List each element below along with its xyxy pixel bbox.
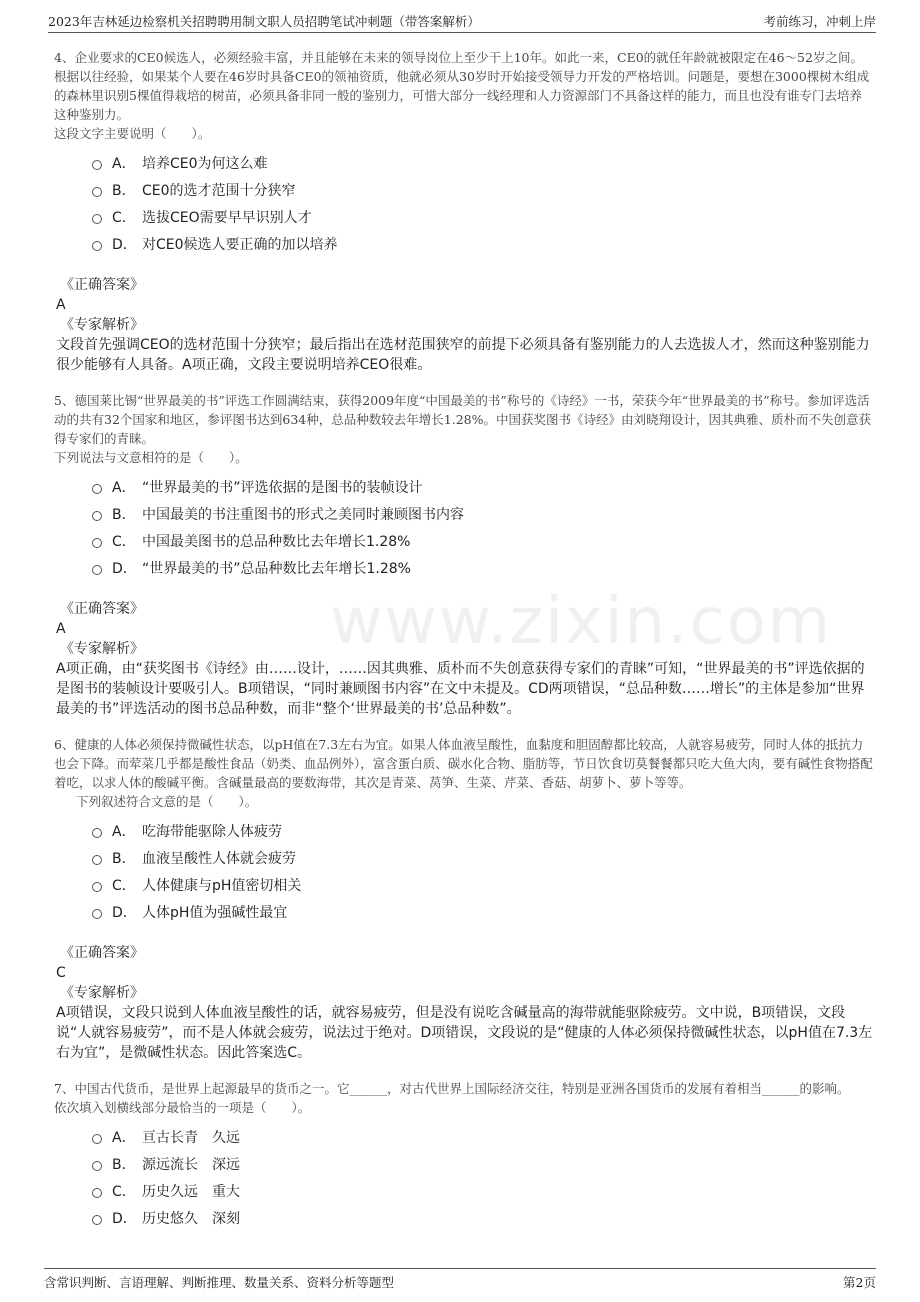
option-text: “世界最美的书”总品种数比去年增长1.28% [142, 560, 411, 577]
option-letter: C． [112, 1183, 136, 1200]
option-letter: A． [112, 479, 136, 496]
analysis-text: A项正确，由“获奖图书《诗经》由……设计，……因其典雅、质朴而不失创意获得专家们的青睐”可知，“世界最美的书”评选依据的是图书的装帧设计要吸引人。B项错误，“同时兼顾图书内容”在文中未提及。CD两项错误，“总品种数……增长”的主体是参加“世界最美的书”评选活动的图书总品种数，而非“整个‘世界最美的书’总品种数”。 [56, 661, 865, 717]
question-stem: 4、企业要求的CE0候选人，必须经验丰富，并且能够在未来的领导岗位上至少干上10年。如此一来，CE0的就任年龄就被限定在46～52岁之间。根据以往经验，如果某个人要在46岁时具备CE0的领袖资质，他就必须从30岁时开始接受领导力开发的严格培训。问题是，要想在3000棵树木组成的森林里识别5棵值得栽培的树苗，必须具备非同一般的鉴别力，可惜大部分一线经理和人力资源部门不具备这样的能力，而且也没有谁专门去培养这种鉴别力。 [54, 50, 870, 122]
header-slogan: 考前练习，冲刺上岸 [763, 14, 876, 29]
option-text: 历史久远 重大 [142, 1183, 240, 1200]
question-stem: 7、中国古代货币，是世界上起源最早的货币之一。它______，对古代世界上国际经济交往，特别是亚洲各国货币的发展有着相当______的影响。 [54, 1081, 850, 1096]
option-d[interactable] [92, 898, 874, 925]
page-number: 第2页 [843, 1275, 876, 1290]
question-prompt: 依次填入划横线部分最恰当的一项是（ ）。 [54, 1100, 311, 1115]
option-a[interactable] [92, 473, 874, 500]
option-a[interactable] [92, 817, 874, 844]
option-a[interactable] [92, 1123, 874, 1150]
question-6 [54, 735, 874, 1063]
analysis-text: 文段首先强调CEO的选材范围十分狭窄；最后指出在选材范围狭窄的前提下必须具备有鉴别能力的人去选拔人才，然而这种鉴别能力很少能够有人具备。A项正确，文段主要说明培养CEO很难。 [56, 337, 870, 373]
radio-icon[interactable] [92, 538, 102, 548]
radio-icon[interactable] [92, 828, 102, 838]
answer-block [56, 943, 874, 1063]
option-text: 选拔CEO需要早早识别人才 [142, 209, 312, 226]
question-4 [54, 48, 874, 375]
option-text: 历史悠久 深刻 [142, 1210, 240, 1227]
radio-icon[interactable] [92, 160, 102, 170]
option-b[interactable] [92, 844, 874, 871]
option-list [92, 473, 874, 581]
radio-icon[interactable] [92, 1215, 102, 1225]
option-letter: A． [112, 155, 136, 172]
option-a[interactable] [92, 149, 874, 176]
answer-title: 《正确答案》 [60, 601, 144, 617]
question-prompt: 下列说法与文意相符的是（ ）。 [54, 450, 248, 465]
correct-answer: C [56, 965, 66, 981]
analysis-title: 《专家解析》 [60, 985, 144, 1001]
radio-icon[interactable] [92, 187, 102, 197]
radio-icon[interactable] [92, 855, 102, 865]
option-letter: B． [112, 1156, 136, 1173]
option-b[interactable] [92, 500, 874, 527]
option-text: 人体健康与pH值密切相关 [142, 877, 302, 894]
option-letter: D． [112, 904, 137, 921]
question-7 [54, 1079, 874, 1231]
option-d[interactable] [92, 230, 874, 257]
option-c[interactable] [92, 527, 874, 554]
answer-title: 《正确答案》 [60, 945, 144, 961]
option-text: 对CE0候选人要正确的加以培养 [142, 236, 338, 253]
option-b[interactable] [92, 176, 874, 203]
option-text: 培养CE0为何这么难 [142, 155, 268, 172]
radio-icon[interactable] [92, 565, 102, 575]
option-text: 人体pH值为强碱性最宜 [142, 904, 288, 921]
option-letter: A． [112, 1129, 136, 1146]
option-text: 中国最美图书的总品种数比去年增长1.28% [142, 533, 411, 550]
correct-answer: A [56, 621, 66, 637]
option-c[interactable] [92, 203, 874, 230]
option-text: 亘古长青 久远 [142, 1129, 240, 1146]
option-letter: D． [112, 1210, 137, 1227]
option-letter: B． [112, 850, 136, 867]
analysis-text: A项错误，文段只说到人体血液呈酸性的话，就容易疲劳，但是没有说吃含碱量高的海带就能驱除疲劳。文中说，B项错误，文段说“人就容易疲劳”，而不是人体就会疲劳，说法过于绝对。D项错误，文段说的是“健康的人体必须保持微碱性状态，以pH值在7.3左右为宜”，是微碱性状态。因此答案选C。 [56, 1005, 873, 1061]
question-list [54, 48, 874, 1249]
option-letter: C． [112, 209, 136, 226]
option-letter: A． [112, 823, 136, 840]
option-letter: B． [112, 182, 136, 199]
answer-title: 《正确答案》 [60, 277, 144, 293]
option-text: 吃海带能驱除人体疲劳 [142, 823, 282, 840]
option-list [92, 1123, 874, 1231]
option-b[interactable] [92, 1150, 874, 1177]
option-text: “世界最美的书”评选依据的是图书的装帧设计 [142, 479, 423, 496]
option-text: 源远流长 深远 [142, 1156, 240, 1173]
analysis-title: 《专家解析》 [60, 317, 144, 333]
answer-block [56, 275, 874, 375]
radio-icon[interactable] [92, 484, 102, 494]
question-stem: 5、德国莱比锡“世界最美的书”评选工作圆满结束，获得2009年度“中国最美的书”称号的《诗经》一书，荣获今年“世界最美的书”称号。参加评选活动的共有32个国家和地区，参评图书达到634种，总品种数较去年增长1.28%。中国获奖图书《诗经》由刘晓翔设计，因其典雅、质朴而不失创意获得专家们的青睐。 [54, 393, 871, 446]
option-c[interactable] [92, 871, 874, 898]
page-footer [44, 1268, 876, 1293]
watermark: www.zixin.com [330, 585, 833, 659]
option-letter: B． [112, 506, 136, 523]
question-5 [54, 391, 874, 719]
option-d[interactable] [92, 1204, 874, 1231]
page-header [48, 10, 876, 33]
answer-block [56, 599, 874, 719]
radio-icon[interactable] [92, 1161, 102, 1171]
radio-icon[interactable] [92, 1188, 102, 1198]
option-text: CE0的选才范围十分狭窄 [142, 182, 296, 199]
radio-icon[interactable] [92, 241, 102, 251]
question-prompt: 下列叙述符合文意的是（ ）。 [76, 794, 258, 809]
option-letter: D． [112, 236, 137, 253]
option-letter: C． [112, 877, 136, 894]
radio-icon[interactable] [92, 214, 102, 224]
radio-icon[interactable] [92, 511, 102, 521]
footer-note: 含常识判断、言语理解、判断推理、数量关系、资料分析等题型 [44, 1275, 395, 1290]
option-text: 中国最美的书注重图书的形式之美同时兼顾图书内容 [142, 506, 464, 523]
correct-answer: A [56, 297, 66, 313]
question-stem: 6、健康的人体必须保持微碱性状态，以pH值在7.3左右为宜。如果人体血液呈酸性，血黏度和胆固醇都比较高，人就容易疲劳，同时人体的抵抗力也会下降。而荤菜几乎都是酸性食品（奶类、血品例外），富含蛋白质、碳水化合物、脂肪等，节日饮食切莫餐餐都只吃大鱼大肉，要有碱性食物搭配着吃，以求人体的酸碱平衡。含碱量最高的要数海带，其次是青菜、莴笋、生菜、芹菜、香菇、胡萝卜、萝卜等等。 [54, 737, 873, 790]
option-list [92, 817, 874, 925]
option-letter: C． [112, 533, 136, 550]
analysis-title: 《专家解析》 [60, 641, 144, 657]
document-title: 2023年吉林延边检察机关招聘聘用制文职人员招聘笔试冲刺题（带答案解析） [48, 14, 480, 29]
option-text: 血液呈酸性人体就会疲劳 [142, 850, 296, 867]
radio-icon[interactable] [92, 882, 102, 892]
radio-icon[interactable] [92, 1134, 102, 1144]
radio-icon[interactable] [92, 909, 102, 919]
option-d[interactable] [92, 554, 874, 581]
option-list [92, 149, 874, 257]
option-letter: D． [112, 560, 137, 577]
question-prompt: 这段文字主要说明（ ）。 [54, 126, 211, 141]
option-c[interactable] [92, 1177, 874, 1204]
